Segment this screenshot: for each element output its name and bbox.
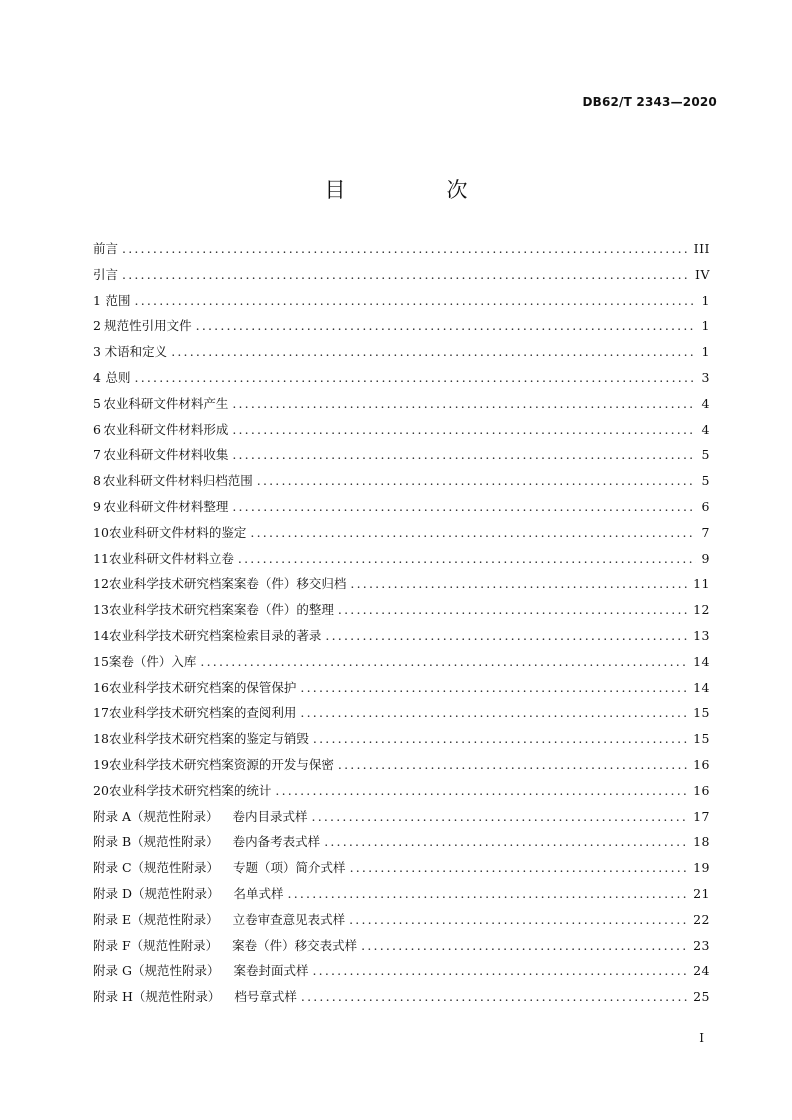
toc-dot-leader bbox=[300, 675, 687, 701]
toc-entry bbox=[93, 546, 710, 572]
toc-appendix-page: 18 bbox=[693, 834, 710, 850]
toc-entry-page: IV bbox=[695, 266, 710, 282]
toc-entry-number: 4 bbox=[93, 369, 101, 385]
toc-appendix-label: 立卷审查意见表式样 bbox=[232, 911, 346, 927]
page-number: I bbox=[699, 1031, 704, 1045]
toc-entry bbox=[93, 700, 710, 726]
toc-dot-leader bbox=[350, 855, 688, 881]
toc-entry-page: 16 bbox=[693, 756, 710, 772]
toc-dot-leader bbox=[122, 236, 688, 262]
toc-entry-page: 1 bbox=[701, 292, 710, 308]
toc-appendix-prefix: 附录 G（规范性附录） bbox=[93, 963, 220, 979]
toc-entry bbox=[93, 236, 710, 262]
toc-entry-label: 规范性引用文件 bbox=[104, 318, 192, 334]
toc-entry bbox=[93, 468, 710, 494]
toc-appendix-entry bbox=[93, 829, 710, 855]
toc-title: 目 次 bbox=[324, 178, 508, 202]
toc-appendix-prefix: 附录 A（规范性附录） bbox=[93, 808, 219, 824]
toc-entry bbox=[93, 597, 710, 623]
toc-entry bbox=[93, 752, 710, 778]
toc-dot-leader bbox=[122, 262, 689, 288]
toc-appendix-prefix: 附录 E（规范性附录） bbox=[93, 911, 219, 927]
toc-entry-number: 13 bbox=[93, 602, 109, 618]
toc-entry-number: 19 bbox=[93, 756, 109, 772]
toc-dot-leader bbox=[238, 546, 696, 572]
toc-entry-page: 7 bbox=[701, 524, 710, 540]
toc-appendix-prefix: 附录 D（规范性附录） bbox=[93, 885, 220, 901]
toc-entry-number: 10 bbox=[93, 524, 109, 540]
toc-entry-number: 6 bbox=[93, 421, 101, 437]
toc-entry-label: 农业科学技术研究档案的保管保护 bbox=[108, 679, 297, 695]
toc-entry-page: 4 bbox=[701, 395, 710, 411]
toc-dot-leader bbox=[135, 365, 696, 391]
toc-list bbox=[93, 236, 710, 1010]
toc-entry-number: 9 bbox=[93, 498, 101, 514]
toc-appendix-entry bbox=[93, 984, 710, 1010]
toc-appendix-label: 案卷（件）移交表式样 bbox=[232, 937, 358, 953]
toc-appendix-page: 24 bbox=[693, 963, 710, 979]
toc-entry-number: 7 bbox=[93, 447, 101, 463]
toc-entry-label: 农业科学技术研究档案资源的开发与保密 bbox=[108, 756, 334, 772]
toc-entry bbox=[93, 365, 710, 391]
toc-entry-page: 5 bbox=[701, 473, 710, 489]
toc-appendix-label: 档号章式样 bbox=[234, 989, 297, 1005]
toc-entry-label: 术语和定义 bbox=[104, 344, 168, 360]
toc-entry-number: 2 bbox=[93, 318, 101, 334]
toc-entry bbox=[93, 571, 710, 597]
toc-dot-leader bbox=[257, 468, 696, 494]
toc-entry bbox=[93, 313, 710, 339]
toc-entry bbox=[93, 339, 710, 365]
toc-entry-number: 16 bbox=[93, 679, 109, 695]
toc-entry-number: 1 bbox=[93, 292, 101, 308]
toc-entry-page: 15 bbox=[693, 705, 710, 721]
toc-entry bbox=[93, 649, 710, 675]
standard-code: DB62/T 2343—2020 bbox=[582, 95, 717, 109]
toc-entry-label: 农业科学技术研究档案的查阅利用 bbox=[108, 705, 297, 721]
toc-appendix-label: 名单式样 bbox=[233, 885, 284, 901]
toc-dot-leader bbox=[361, 933, 687, 959]
toc-dot-leader bbox=[200, 649, 687, 675]
toc-dot-leader bbox=[324, 829, 687, 855]
toc-entry-label: 农业科研文件材料立卷 bbox=[108, 550, 234, 566]
toc-appendix-label: 案卷封面式样 bbox=[233, 963, 309, 979]
toc-entry-page: 9 bbox=[701, 550, 710, 566]
toc-entry-page: 13 bbox=[693, 627, 710, 643]
toc-appendix-page: 17 bbox=[693, 808, 710, 824]
toc-dot-leader bbox=[232, 494, 695, 520]
toc-dot-leader bbox=[338, 752, 687, 778]
toc-dot-leader bbox=[275, 778, 687, 804]
toc-entry-number: 17 bbox=[93, 705, 109, 721]
toc-appendix-page: 21 bbox=[693, 885, 710, 901]
toc-entry bbox=[93, 623, 710, 649]
toc-appendix-prefix: 附录 H（规范性附录） bbox=[93, 989, 221, 1005]
toc-entry-number: 12 bbox=[93, 576, 109, 592]
toc-dot-leader bbox=[325, 623, 687, 649]
toc-entry-number: 14 bbox=[93, 627, 109, 643]
toc-entry bbox=[93, 778, 710, 804]
toc-entry-label: 农业科学技术研究档案案卷（件）移交归档 bbox=[108, 576, 347, 592]
toc-appendix-page: 22 bbox=[693, 911, 710, 927]
toc-entry bbox=[93, 262, 710, 288]
toc-entry-number: 11 bbox=[93, 550, 109, 566]
toc-appendix-prefix: 附录 B（规范性附录） bbox=[93, 834, 219, 850]
toc-appendix-label: 卷内备考表式样 bbox=[232, 834, 321, 850]
toc-entry-number: 3 bbox=[93, 344, 101, 360]
toc-dot-leader bbox=[312, 958, 687, 984]
toc-entry-page: 4 bbox=[701, 421, 710, 437]
toc-entry bbox=[93, 520, 710, 546]
toc-appendix-prefix: 附录 C（规范性附录） bbox=[93, 860, 220, 876]
toc-entry-label: 总则 bbox=[105, 369, 131, 385]
toc-entry-label: 农业科研文件材料收集 bbox=[103, 447, 229, 463]
toc-entry-number: 18 bbox=[93, 731, 109, 747]
toc-entry bbox=[93, 442, 710, 468]
toc-dot-leader bbox=[135, 288, 696, 314]
toc-dot-leader bbox=[232, 391, 695, 417]
toc-entry-label: 农业科研文件材料产生 bbox=[103, 395, 229, 411]
toc-entry-page: 6 bbox=[701, 498, 710, 514]
toc-appendix-entry bbox=[93, 855, 710, 881]
toc-appendix-entry bbox=[93, 958, 710, 984]
toc-entry-label: 前言 bbox=[93, 241, 119, 256]
toc-entry bbox=[93, 494, 710, 520]
toc-entry-label: 农业科研文件材料归档范围 bbox=[102, 473, 253, 489]
toc-dot-leader bbox=[232, 442, 695, 468]
toc-dot-leader bbox=[301, 984, 687, 1010]
toc-appendix-label: 专题（项）简介式样 bbox=[233, 860, 346, 876]
toc-entry-label: 农业科学技术研究档案的统计 bbox=[108, 782, 272, 798]
toc-entry-page: 12 bbox=[693, 602, 710, 618]
toc-appendix-page: 25 bbox=[693, 989, 710, 1005]
toc-entry-label: 范围 bbox=[105, 292, 131, 308]
toc-entry-page: 16 bbox=[693, 782, 710, 798]
toc-entry-page: 1 bbox=[701, 318, 710, 334]
toc-dot-leader bbox=[349, 907, 687, 933]
toc-entry-number: 20 bbox=[93, 782, 109, 798]
toc-entry-label: 引言 bbox=[93, 266, 119, 282]
toc-entry-number: 15 bbox=[93, 653, 109, 669]
toc-entry-page: 3 bbox=[701, 369, 710, 385]
toc-entry-page: 1 bbox=[701, 344, 710, 360]
toc-entry-page: 11 bbox=[693, 576, 710, 592]
toc-dot-leader bbox=[196, 313, 696, 339]
toc-dot-leader bbox=[232, 417, 695, 443]
toc-entry bbox=[93, 675, 710, 701]
toc-appendix-entry bbox=[93, 907, 710, 933]
toc-entry-page: 15 bbox=[693, 731, 710, 747]
toc-appendix-label: 卷内目录式样 bbox=[232, 808, 308, 824]
toc-appendix-entry bbox=[93, 933, 710, 959]
toc-entry bbox=[93, 726, 710, 752]
toc-entry bbox=[93, 391, 710, 417]
toc-appendix-entry bbox=[93, 881, 710, 907]
toc-entry-number: 5 bbox=[93, 395, 101, 411]
toc-entry bbox=[93, 288, 710, 314]
toc-entry-label: 农业科研文件材料的鉴定 bbox=[108, 524, 247, 540]
toc-entry-number: 8 bbox=[93, 473, 101, 489]
toc-appendix-page: 19 bbox=[693, 860, 710, 876]
toc-dot-leader bbox=[312, 804, 688, 830]
toc-entry-label: 农业科研文件材料整理 bbox=[103, 498, 229, 514]
toc-appendix-page: 23 bbox=[693, 937, 710, 953]
toc-entry-label: 农业科学技术研究档案检索目录的著录 bbox=[108, 627, 322, 643]
toc-entry-label: 农业科学技术研究档案案卷（件）的整理 bbox=[108, 602, 334, 618]
toc-dot-leader bbox=[313, 726, 687, 752]
toc-dot-leader bbox=[300, 700, 687, 726]
toc-entry-page: III bbox=[693, 241, 710, 256]
toc-entry-page: 5 bbox=[701, 447, 710, 463]
toc-entry-page: 14 bbox=[693, 653, 710, 669]
toc-dot-leader bbox=[250, 520, 695, 546]
toc-appendix-prefix: 附录 F（规范性附录） bbox=[93, 937, 219, 953]
toc-dot-leader bbox=[171, 339, 695, 365]
toc-entry-page: 14 bbox=[693, 679, 710, 695]
toc-appendix-entry bbox=[93, 804, 710, 830]
toc-entry bbox=[93, 417, 710, 443]
toc-dot-leader bbox=[288, 881, 688, 907]
toc-entry-label: 农业科研文件材料形成 bbox=[103, 421, 229, 437]
toc-entry-label: 案卷（件）入库 bbox=[108, 653, 197, 669]
toc-dot-leader bbox=[338, 597, 687, 623]
toc-entry-label: 农业科学技术研究档案的鉴定与销毁 bbox=[108, 731, 309, 747]
toc-dot-leader bbox=[350, 571, 687, 597]
